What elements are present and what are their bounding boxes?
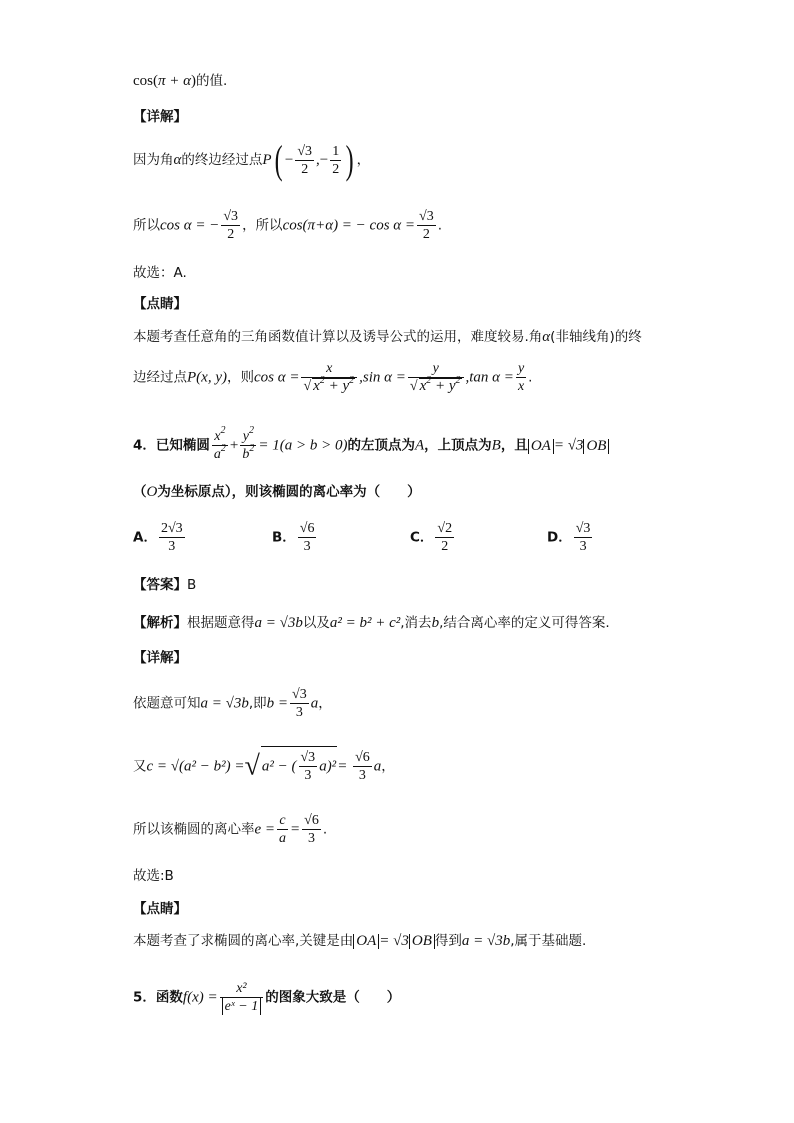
abs-OB: OB	[583, 439, 609, 454]
section-comment-1: 【点睛】	[133, 296, 187, 312]
option-C[interactable]: C． $\frac{√2}{2}$	[410, 521, 453, 554]
question-4: 4．已知椭圆 $\frac{x^2}{a^2}$ + $\frac{y^2}{b^2}$ = 1(a > b > 0)的左顶点为A，上顶点为B，且 OA = √3 OB	[133, 428, 609, 463]
answer-choice-1: 故选：A.	[133, 265, 187, 281]
line-c-expression: 又c = √(a² − b²) =√ a² − ( $\frac{√3}{3}$ a)²= $\frac{√6}{3}$ a，	[133, 746, 395, 784]
frac-sqrt3-over-2: $\frac{√3}{2}$	[223, 209, 239, 242]
value-text: 的值.	[196, 73, 228, 89]
line-eccentricity: 所以该椭圆的离心率e = $\frac{c}{a}$ = $\frac{√6}{3}$ .	[133, 813, 328, 846]
tan-def: ,tan α =	[465, 369, 514, 386]
text: 的终边经过点	[181, 152, 263, 168]
option-A[interactable]: A． $\frac{2√3}{3}$	[133, 521, 183, 554]
analysis-line: 【解析】根据题意得a = √3b以及a² = b² + c²,消去b,结合离心率的定义可得答案.	[133, 615, 610, 631]
frac-sin-def: $\frac{y}{√ x^2 + y^2}$	[408, 360, 464, 395]
abs-OA: OA	[528, 439, 554, 454]
pi-plus-alpha: π + α	[158, 73, 192, 89]
text: ，所以	[242, 217, 283, 234]
point-P-xy: P(x, y)	[187, 369, 227, 386]
question-number: 4．	[133, 437, 156, 454]
cos-alpha-expr: cos α = −	[160, 217, 220, 234]
frac-cos-def: $\frac{x}{√ x^2 + y^2}$	[301, 360, 357, 395]
line-b-expression: 依题意可知a = √3b,即b = $\frac{√3}{3}$ a，	[133, 687, 332, 720]
section-detail-1: 【详解】	[133, 109, 187, 125]
line-comment-2: 本题考查了求椭圆的离心率,关键是由 OA = √3 OB 得到a = √3b,属于基础题.	[133, 933, 587, 949]
answer-line	[133, 579, 196, 593]
question-number: 5．	[133, 989, 156, 1006]
cos-pi-alpha-expr: cos(π+α) = − cos α =	[282, 217, 416, 234]
text: 因为角	[133, 152, 174, 168]
frac-1-over-2: $\frac{1}{2}$	[332, 143, 340, 177]
ellipse-condition: = 1(a > b > 0)	[258, 437, 348, 454]
line-cos-values: 所以cos α = − $\frac{√3}{2}$ ，所以cos(π+α) = − cos α = $\frac{√3}{2}$ .	[133, 209, 443, 242]
answer-value: B	[187, 577, 197, 593]
point-P: P	[262, 152, 272, 168]
cos-def: cos α =	[253, 369, 300, 386]
line-trig-definitions: 边经过点P(x, y)，则cos α = $\frac{x}{√ x^2 + y^2}$ ,sin α = $\frac{y}{√ x^2 + y^2}$ ,tan α = $\frac{y}{x}$ .	[133, 361, 533, 394]
answer-choice-2: 故选:B	[133, 868, 174, 884]
line-terminal-side: 因为角α的终边经过点P( − $\frac{√3}{2}$ ,− $\frac{1}{2}$ ) ，	[133, 137, 371, 182]
option-D[interactable]: D． $\frac{√3}{3}$	[547, 521, 591, 554]
section-comment-2: 【点睛】	[133, 901, 187, 917]
line-comment-text: 本题考查任意角的三角函数值计算以及诱导公式的运用，难度较易.角α(非轴线角)的终	[133, 329, 642, 345]
section-detail-2: 【详解】	[133, 650, 187, 666]
question-5: 5．函数f(x) = $\frac{\text{x²}}{\text{eˣ − 1}}$ 的图象大致是（ ）	[133, 981, 401, 1014]
text: 所以	[133, 217, 160, 234]
analysis-tag: 【解析】	[133, 615, 187, 631]
sin-def: ,sin α =	[359, 369, 406, 386]
option-B[interactable]: B． $\frac{√6}{3}$	[272, 521, 315, 554]
frac-sqrt3-over-2: $\frac{√3}{2}$	[419, 209, 434, 242]
frac-sqrt3-over-2: $\frac{√3}{2}$	[297, 143, 313, 177]
function-def: f(x) =	[182, 989, 218, 1006]
alpha-symbol: α	[542, 329, 551, 345]
answer-tag: 【答案】	[133, 577, 187, 593]
frac-y2-b2: $\frac{y^2}{b^2}$	[242, 425, 255, 462]
question-4-cont: （O为坐标原点），则该椭圆的离心率为（ ）	[133, 484, 421, 500]
alpha-symbol: α	[173, 152, 182, 168]
cos-fn: cos	[133, 73, 153, 89]
c-sqrt-expr: c = √(a² − b²) =	[146, 758, 245, 775]
frac-tan-def: $\frac{y}{x}$	[517, 361, 525, 394]
frac-x2-a2: $\frac{x^2}{a^2}$	[213, 425, 226, 462]
line-cos-pi-plus-alpha: cos(π + α)的值.	[133, 73, 228, 89]
